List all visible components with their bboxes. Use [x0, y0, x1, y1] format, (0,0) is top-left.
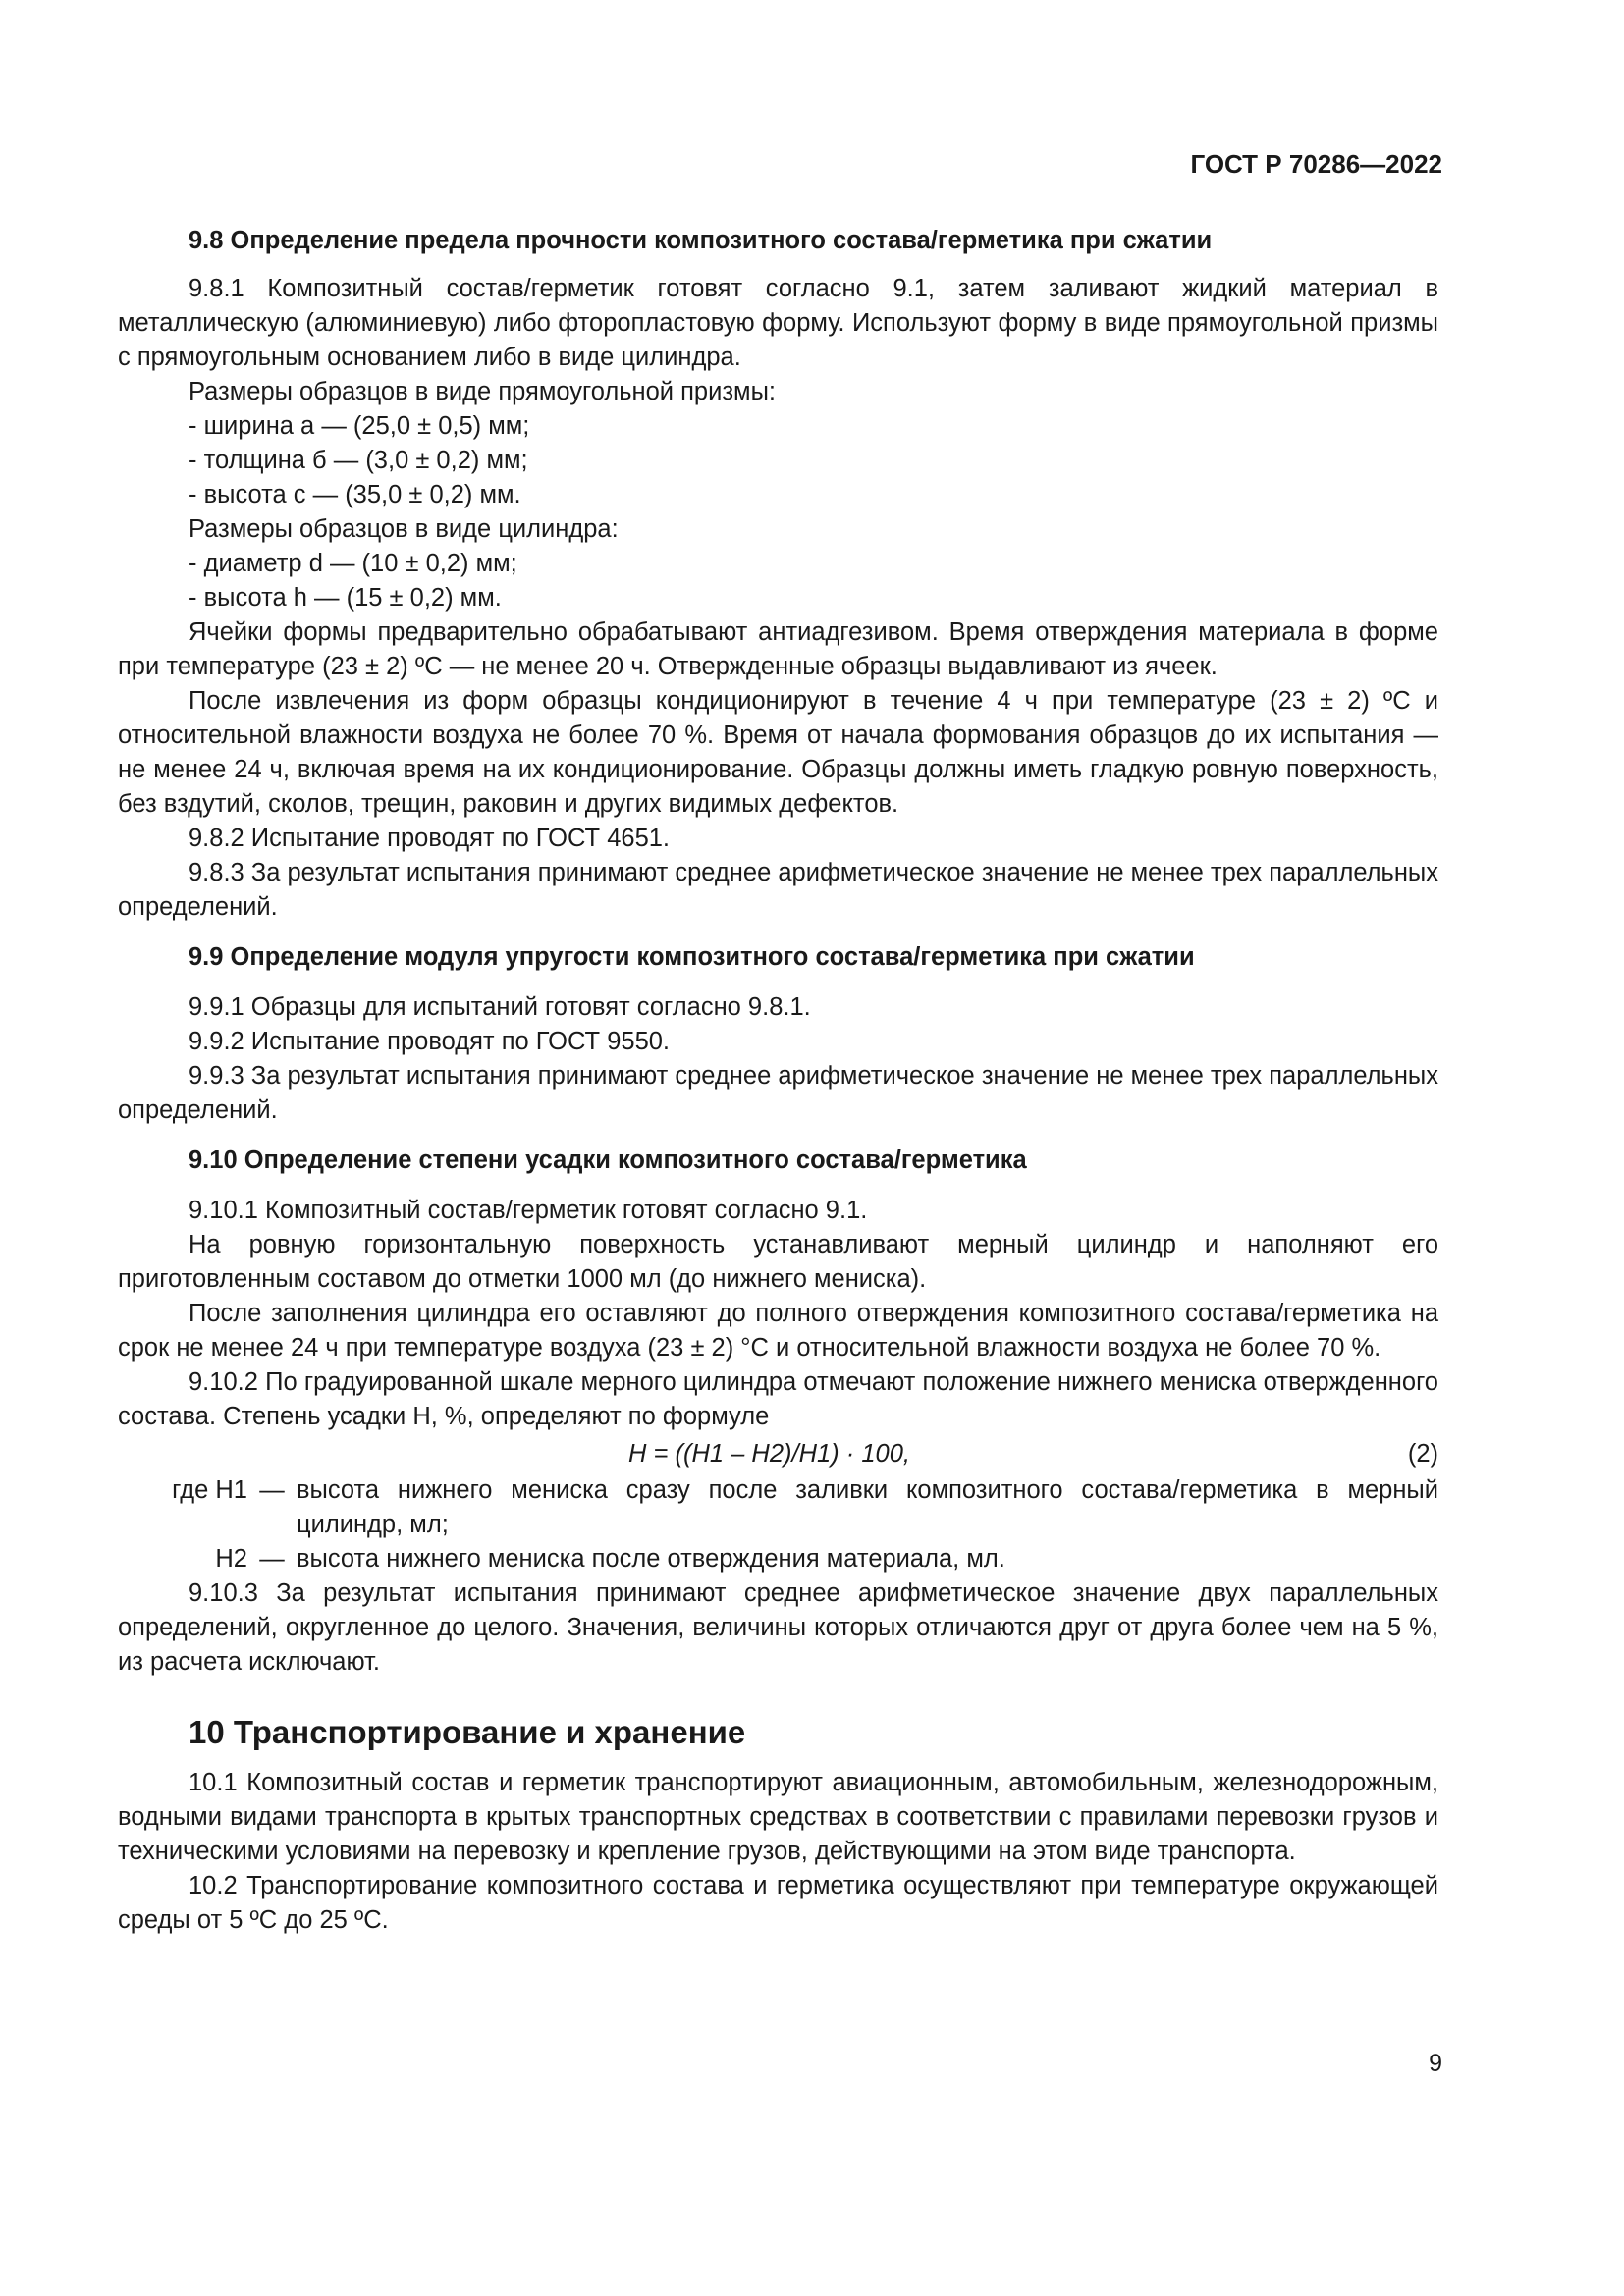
paragraph-9-8-3: 9.8.3 За результат испытания принимают среднее арифметическое значение не менее трех параллельных определений.: [118, 859, 1438, 921]
paragraph-10-2: 10.2 Транспортирование композитного состава и герметика осуществляют при температуре окружающей среды от 5 ºС до 25 ºС.: [118, 1872, 1438, 1934]
section-9-10-title: 9.10 Определение степени усадки композитного состава/герметика: [189, 1147, 1027, 1174]
page-number: 9: [1429, 2050, 1442, 2077]
formula-expression: Н = ((Н1 – Н2)/Н1) · 100,: [628, 1440, 910, 1468]
legend-dash: —: [259, 1545, 285, 1573]
legend-description: высота нижнего мениска после отверждения материала, мл.: [297, 1545, 1005, 1573]
paragraph: После заполнения цилиндра его оставляют до полного отверждения композитного состава/герметика на срок не менее 24 ч при температуре воздуха (23 ± 2) °С и относительной влажности воздуха не более 70 %.: [118, 1300, 1438, 1362]
section-10-title: 10 Транспортирование и хранение: [189, 1714, 746, 1750]
paragraph-10-1: 10.1 Композитный состав и герметик транспортируют авиационным, автомобильным, железнодорожным, водными видами транспорта в крытых транспортных средствах в соответствии с правилами перевозки грузов и техническими условиями на перевозку и крепление грузов, действующими на этом виде транспорта.: [118, 1769, 1438, 1865]
section-9-9-title: 9.9 Определение модуля упругости композитного состава/герметика при сжатии: [189, 943, 1195, 971]
formula-legend-row: [118, 1542, 1438, 1576]
cylinder-intro: Размеры образцов в виде цилиндра:: [189, 515, 619, 543]
list-item: - ширина а — (25,0 ± 0,5) мм;: [189, 412, 530, 440]
paragraph: Ячейки формы предварительно обрабатывают антиадгезивом. Время отверждения материала в форме при температуре (23 ± 2) ºС — не менее 20 ч. Отвержденные образцы выдавливают из ячеек.: [118, 618, 1438, 680]
paragraph-9-10-1: 9.10.1 Композитный состав/герметик готовят согласно 9.1.: [189, 1197, 868, 1224]
legend-symbol: Н2: [215, 1545, 247, 1573]
paragraph-9-9-1: 9.9.1 Образцы для испытаний готовят согласно 9.8.1.: [189, 993, 811, 1021]
paragraph-9-9-2: 9.9.2 Испытание проводят по ГОСТ 9550.: [189, 1028, 671, 1055]
prism-intro: Размеры образцов в виде прямоугольной призмы:: [189, 378, 776, 405]
legend-symbol: где Н1: [172, 1476, 247, 1504]
paragraph-9-10-3: 9.10.3 За результат испытания принимают среднее арифметическое значение двух параллельных определений, округленное до целого. Значения, величины которых отличаются друг от друга более чем на 5 %, из расчета исключают.: [118, 1579, 1438, 1676]
paragraph-9-8-2: 9.8.2 Испытание проводят по ГОСТ 4651.: [189, 825, 671, 852]
list-item: - высота h — (15 ± 0,2) мм.: [189, 584, 502, 612]
page-body: [118, 224, 1438, 1938]
legend-description: высота нижнего мениска сразу после заливки композитного состава/герметика в мерный цилиндр, мл;: [297, 1476, 1438, 1538]
paragraph: После извлечения из форм образцы кондиционируют в течение 4 ч при температуре (23 ± 2) ºС и относительной влажности воздуха не более 70 %. Время от начала формования образцов до их испытания — не менее 24 ч, включая время на их кондиционирование. Образцы должны иметь гладкую ровную поверхность, без вздутий, сколов, трещин, раковин и других видимых дефектов.: [118, 687, 1438, 818]
list-item: - диаметр d — (10 ± 0,2) мм;: [189, 550, 517, 577]
paragraph-9-8-1: 9.8.1 Композитный состав/герметик готовят согласно 9.1, затем заливают жидкий материал в металлическую (алюминиевую) либо фторопластовую форму. Используют форму в виде прямоугольной призмы с прямоугольным основанием либо в виде цилиндра.: [118, 275, 1438, 371]
section-9-8-title: 9.8 Определение предела прочности композитного состава/герметика при сжатии: [189, 227, 1213, 254]
paragraph-9-9-3: 9.9.3 За результат испытания принимают среднее арифметическое значение не менее трех параллельных определений.: [118, 1062, 1438, 1124]
list-item: - высота с — (35,0 ± 0,2) мм.: [189, 481, 521, 508]
formula-number: (2): [1407, 1440, 1438, 1468]
list-item: - толщина б — (3,0 ± 0,2) мм;: [189, 447, 528, 474]
paragraph-9-10-2: 9.10.2 По градуированной шкале мерного цилиндра отмечают положение нижнего мениска отвержденного состава. Степень усадки Н, %, определяют по формуле: [118, 1368, 1438, 1430]
document-id: ГОСТ Р 70286—2022: [1190, 149, 1442, 179]
legend-dash: —: [259, 1476, 285, 1504]
formula-legend-row: [118, 1473, 1438, 1542]
formula-2: [118, 1434, 1438, 1473]
paragraph: На ровную горизонтальную поверхность устанавливают мерный цилиндр и наполняют его приготовленным составом до отметки 1000 мл (до нижнего мениска).: [118, 1231, 1438, 1293]
